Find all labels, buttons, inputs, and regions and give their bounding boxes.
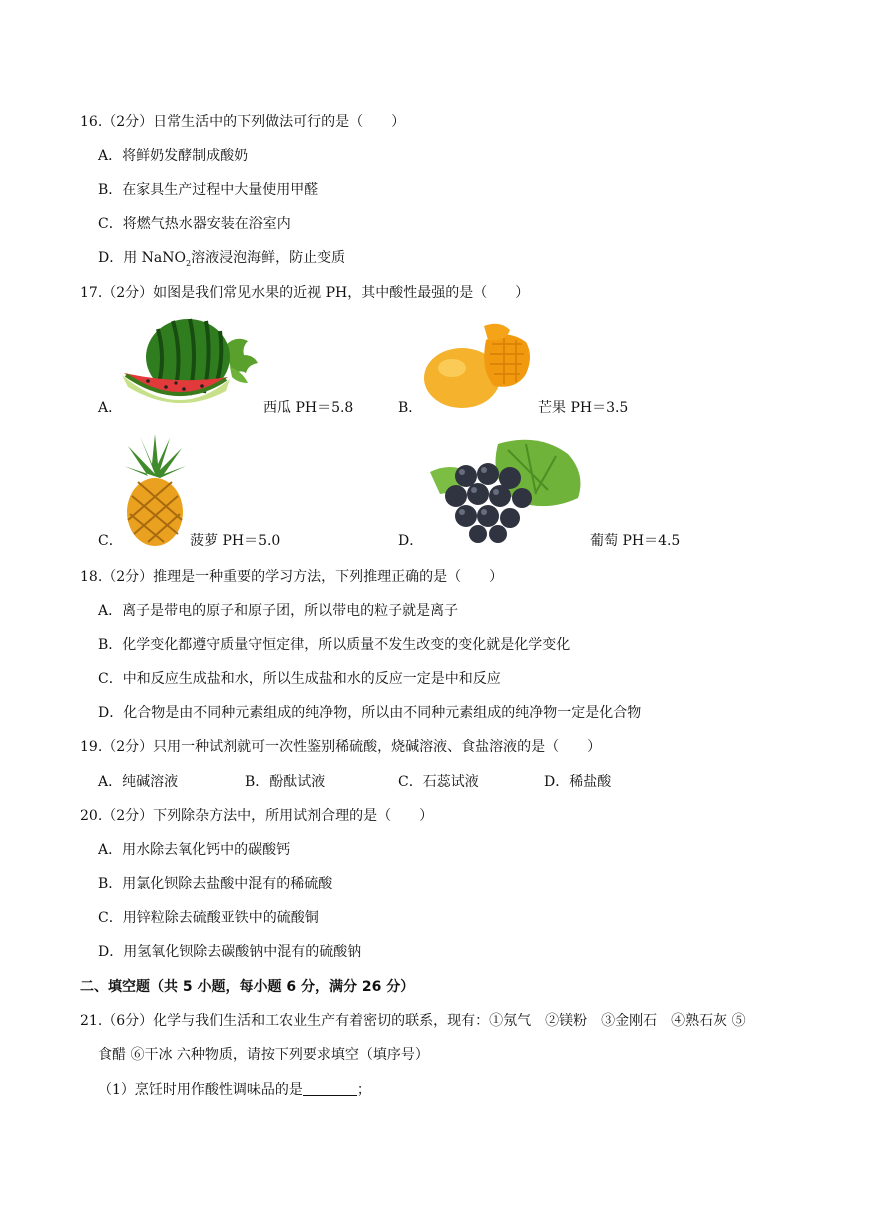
- question-18-option-d: D．化合物是由不同种元素组成的纯净物，所以由不同种元素组成的纯净物一定是化合物: [98, 705, 642, 721]
- question-19-option-a: A．纯碱溶液: [98, 774, 179, 790]
- watermelon-icon: [118, 315, 263, 415]
- question-18-option-a: A．离子是带电的原子和原子团，所以带电的粒子就是离子: [98, 603, 459, 619]
- question-17-letter-c: C．: [98, 533, 123, 549]
- mango-icon: [420, 320, 538, 412]
- pineapple-icon: [120, 434, 190, 546]
- section-title: 二、填空题（共 5 小题，每小题 6 分，满分 26 分）: [80, 979, 415, 995]
- question-16-option-c: C．将燃气热水器安装在浴室内: [98, 216, 291, 232]
- question-17-caption-a: 西瓜 PH＝5.8: [263, 400, 354, 416]
- question-21-stem-line2: 食醋 ⑥干冰 六种物质，请按下列要求填空（填序号）: [98, 1047, 429, 1063]
- question-16-option-a: A．将鲜奶发酵制成酸奶: [98, 148, 249, 164]
- question-21-sub1: [98, 1080, 371, 1100]
- answer-blank[interactable]: [303, 1081, 357, 1096]
- question-20-option-d: D．用氢氧化钡除去碳酸钠中混有的硫酸钠: [98, 944, 362, 960]
- question-19-stem: 19.（2分）只用一种试剂就可一次性鉴别稀硫酸，烧碱溶液、食盐溶液的是（ ）: [80, 739, 602, 755]
- question-17-stem: 17.（2分）如图是我们常见水果的近视 PH，其中酸性最强的是（ ）: [80, 285, 530, 301]
- question-16-option-d: [98, 248, 345, 274]
- question-18-stem: 18.（2分）推理是一种重要的学习方法，下列推理正确的是（ ）: [80, 569, 504, 585]
- sub1-punct: ；: [356, 1082, 371, 1098]
- question-20-stem: 20.（2分）下列除杂方法中，所用试剂合理的是（ ）: [80, 808, 434, 824]
- question-18-option-b: B．化学变化都遵守质量守恒定律，所以质量不发生改变的变化就是化学变化: [98, 637, 571, 653]
- question-17-caption-c: 菠萝 PH＝5.0: [190, 533, 281, 549]
- question-17-letter-d: D．: [398, 533, 424, 549]
- question-18-option-c: C．中和反应生成盐和水，所以生成盐和水的反应一定是中和反应: [98, 671, 501, 687]
- question-17-caption-b: 芒果 PH＝3.5: [538, 400, 629, 416]
- question-19-option-d: D．稀盐酸: [544, 774, 612, 790]
- question-17-caption-d: 葡萄 PH＝4.5: [590, 533, 681, 549]
- question-19-option-c: C．石蕊试液: [398, 774, 479, 790]
- option-d-subscript: 2: [186, 258, 192, 268]
- grape-icon: [426, 436, 586, 544]
- option-d-text-pre: D．用 NaNO: [98, 250, 186, 266]
- question-20-option-c: C．用锌粒除去硫酸亚铁中的硫酸铜: [98, 910, 319, 926]
- question-19-option-b: B．酚酞试液: [245, 774, 326, 790]
- question-21-stem-line1: 21.（6分）化学与我们生活和工农业生产有着密切的联系，现有：①氖气 ②镁粉 ③金刚石 ④熟石灰 ⑤: [80, 1013, 746, 1029]
- question-16-option-b: B．在家具生产过程中大量使用甲醛: [98, 182, 319, 198]
- question-17-letter-b: B．: [398, 400, 423, 416]
- question-20-option-a: A．用水除去氧化钙中的碳酸钙: [98, 842, 291, 858]
- question-20-option-b: B．用氯化钡除去盐酸中混有的稀硫酸: [98, 876, 333, 892]
- sub1-text: （1）烹饪时用作酸性调味品的是: [98, 1082, 303, 1098]
- option-d-text-post: 溶液浸泡海鲜，防止变质: [191, 250, 346, 266]
- question-17-letter-a: A．: [98, 400, 123, 416]
- question-16-stem: 16.（2分）日常生活中的下列做法可行的是（ ）: [80, 114, 406, 130]
